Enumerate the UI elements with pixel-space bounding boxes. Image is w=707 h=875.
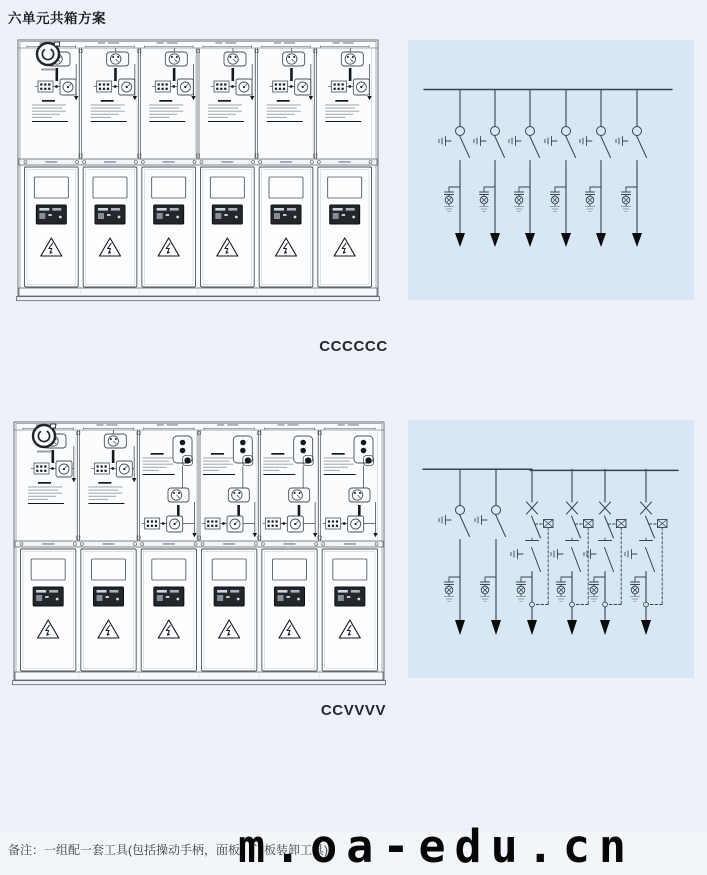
- scheme-label-cccccc: CCCCCC: [319, 338, 388, 355]
- feeder-switch-symbol: [545, 90, 576, 248]
- feeder-switch-symbol: [439, 90, 470, 248]
- single-line-diagram-panel-1: [408, 40, 694, 300]
- feeder-breaker-symbol: [511, 469, 553, 635]
- watermark: m.oa-edu.cn: [238, 820, 636, 873]
- scheme-row-cccccc: [0, 36, 707, 376]
- single-line-diagram: [423, 469, 678, 635]
- single-line-diagram-ccvvvv: [408, 420, 694, 678]
- cabinet-front-drawing-cccccc: [16, 38, 380, 306]
- single-line-diagram-panel-2: [408, 420, 694, 678]
- single-line-diagram: [424, 90, 672, 248]
- feeder-breaker-symbol: [625, 469, 667, 635]
- feeder-switch-symbol: [580, 90, 611, 248]
- single-line-diagram-cccccc: [408, 40, 694, 300]
- feeder-switch-symbol: [439, 469, 470, 635]
- feeder-switch-symbol: [616, 90, 647, 248]
- feeder-switch-symbol: [475, 469, 506, 635]
- cabinet-structure: [13, 422, 386, 685]
- feeder-switch-symbol: [474, 90, 505, 248]
- feeder-breaker-symbol: [584, 469, 626, 635]
- page-title: 六单元共箱方案: [8, 11, 106, 26]
- footnote: 备注：一组配一套工具(包括操动手柄，面板、门板装卸工具): [8, 843, 328, 857]
- cabinet-front-drawing-ccvvvv: [12, 420, 386, 690]
- feeder-switch-symbol: [509, 90, 540, 248]
- scheme-row-ccvvvv: [0, 418, 707, 748]
- cabinet-structure: [17, 40, 380, 301]
- scheme-label-ccvvvv: CCVVVV: [320, 702, 387, 719]
